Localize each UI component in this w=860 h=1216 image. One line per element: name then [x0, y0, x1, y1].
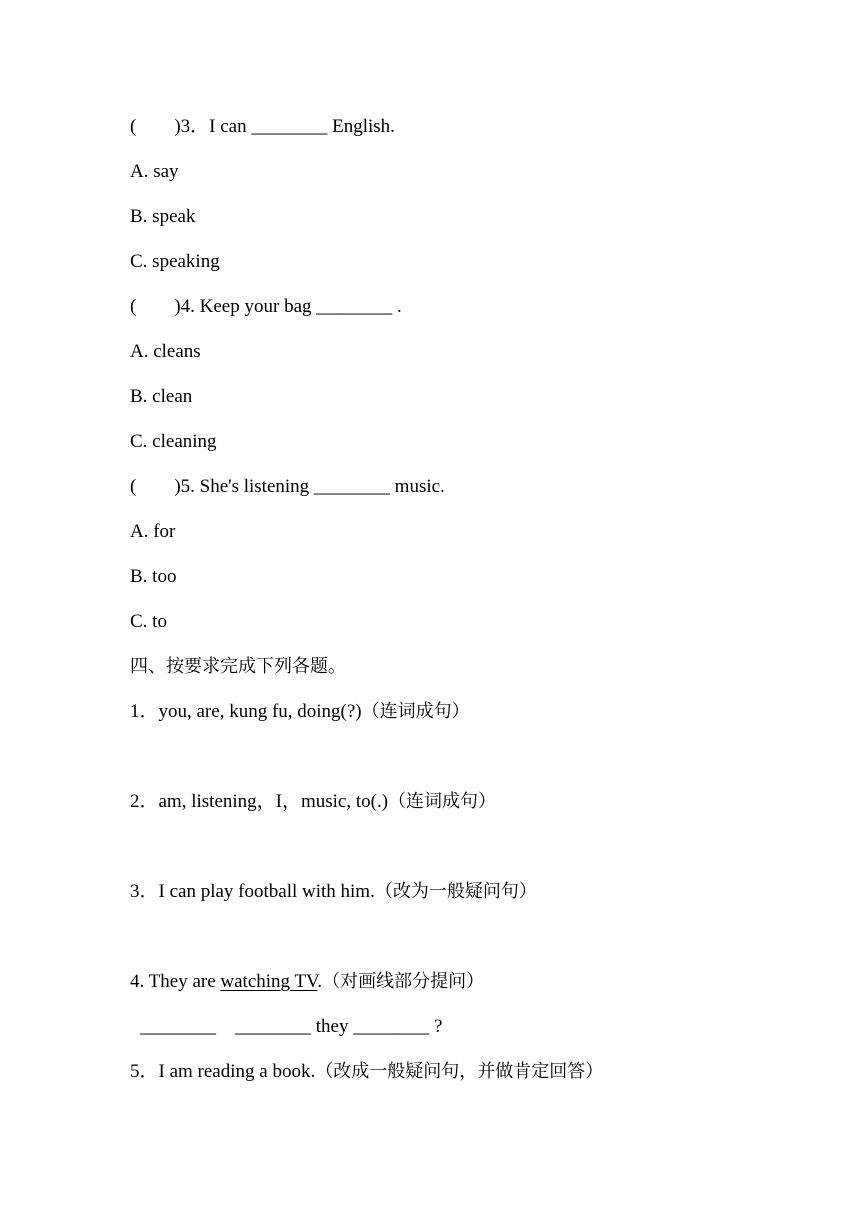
section-4-item-5 — [130, 1060, 603, 1084]
item-4-prefix: 4. They are — [130, 971, 221, 992]
item-4-instruction: （对画线部分提问） — [322, 971, 485, 992]
question-5-option-a: A. for — [130, 521, 176, 542]
item-3-text: 3．I can play football with him. — [130, 881, 375, 902]
question-5-stem: ( )5. She's listening ________ music. — [130, 476, 445, 497]
question-3-option-a: A. say — [130, 161, 179, 182]
item-2-text: 2．am, listening，I，music, to(.) — [130, 791, 389, 812]
item-2-instruction: （连词成句） — [388, 791, 497, 812]
item-1-instruction: （连词成句） — [361, 701, 470, 722]
item-3-instruction: （改为一般疑问句） — [374, 881, 537, 902]
item-4-underlined-phrase: watching TV — [220, 971, 318, 992]
question-4-option-a: A. cleans — [130, 341, 201, 362]
item-1-text: 1．you, are, kung fu, doing(?) — [130, 701, 362, 722]
question-5-option-b: B. too — [130, 566, 177, 587]
question-4-option-b: B. clean — [130, 386, 193, 407]
section-4-item-4 — [130, 970, 484, 994]
item-5-text: 5．I am reading a book. — [130, 1061, 316, 1082]
question-5-option-c: C. to — [130, 611, 167, 632]
item-4-answer-line: ________ ________ they ________ ? — [140, 1016, 443, 1037]
section-4-item-1 — [130, 700, 470, 724]
item-5-instruction: （改成一般疑问句，并做肯定回答） — [315, 1061, 604, 1082]
question-4-stem: ( )4. Keep your bag ________ . — [130, 296, 402, 317]
question-3-option-b: B. speak — [130, 206, 196, 227]
question-4-option-c: C. cleaning — [130, 431, 217, 452]
section-4-item-2 — [130, 790, 496, 814]
section-4-item-3 — [130, 880, 537, 904]
question-3-option-c: C. speaking — [130, 251, 220, 272]
section-4-heading: 四、按要求完成下列各题。 — [130, 656, 346, 677]
question-3-stem: ( )3．I can ________ English. — [130, 116, 395, 137]
item-4-suffix: . — [317, 971, 323, 992]
